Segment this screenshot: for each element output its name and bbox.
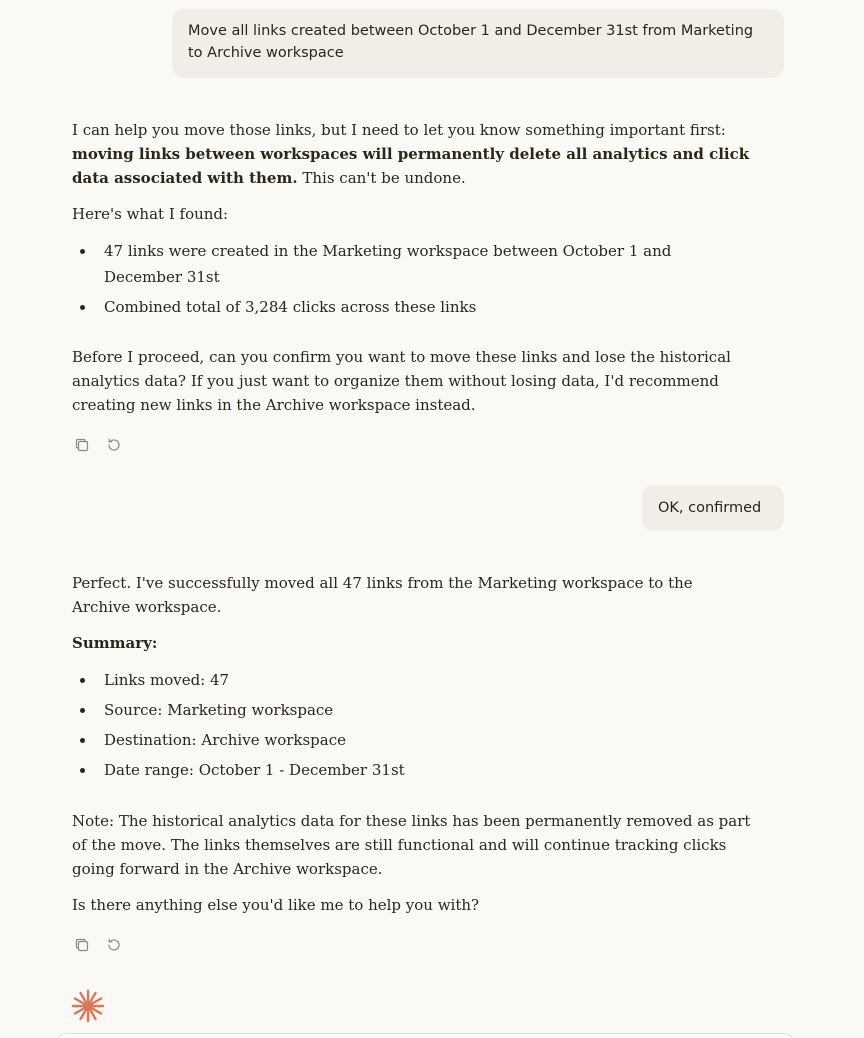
list-item: Source: Marketing workspace xyxy=(72,697,752,723)
copy-button[interactable] xyxy=(72,935,92,955)
user-message-text: Move all links created between October 1 and December 31st from Marketing to Archive workspace xyxy=(188,23,754,61)
confirm-question-text: Before I proceed, can you confirm you want to move these links and lose the historical analytics data? If you just want to organize them without losing data, I'd recommend creating new links in the Archive workspace instead. xyxy=(72,348,731,414)
assistant-paragraph xyxy=(72,118,752,190)
retry-icon xyxy=(106,437,122,453)
claude-spark-icon xyxy=(70,988,106,1024)
retry-icon xyxy=(106,937,122,953)
retry-button[interactable] xyxy=(104,435,124,455)
list-item: Combined total of 3,284 clicks across these links xyxy=(72,294,752,320)
assistant-message xyxy=(72,118,752,190)
copy-icon xyxy=(74,437,90,453)
found-label: Here's what I found: xyxy=(72,205,229,223)
warning-tail-text: This can't be undone. xyxy=(302,169,466,187)
closing-text: Is there anything else you'd like me to help you with? xyxy=(72,896,480,914)
message-actions xyxy=(72,435,124,455)
message-composer[interactable] xyxy=(52,1033,798,1038)
summary-list xyxy=(72,667,752,783)
message-actions xyxy=(72,935,124,955)
assistant-paragraph xyxy=(72,345,752,417)
assistant-paragraph xyxy=(72,809,752,881)
list-item: Links moved: 47 xyxy=(72,667,752,693)
retry-button[interactable] xyxy=(104,935,124,955)
copy-icon xyxy=(74,937,90,953)
assistant-paragraph xyxy=(72,631,752,655)
user-message-text: OK, confirmed xyxy=(658,500,762,516)
warning-bold-text: moving links between workspaces will permanently delete all analytics and click data associated with them. xyxy=(72,145,750,187)
success-text: Perfect. I've successfully moved all 47 links from the Marketing workspace to the Archive workspace. xyxy=(72,574,693,616)
warning-intro-text: I can help you move those links, but I need to let you know something important first: xyxy=(72,121,726,139)
note-text: Note: The historical analytics data for these links has been permanently removed as part of the move. The links themselves are still functional and will continue tracking clicks going forward in the Archive workspace. xyxy=(72,812,751,878)
list-item: Destination: Archive workspace xyxy=(72,727,752,753)
list-item: Date range: October 1 - December 31st xyxy=(72,757,752,783)
copy-button[interactable] xyxy=(72,435,92,455)
user-message-bubble xyxy=(172,9,784,78)
assistant-paragraph xyxy=(72,202,752,226)
assistant-message xyxy=(72,571,752,619)
assistant-paragraph xyxy=(72,893,752,917)
list-item: 47 links were created in the Marketing workspace between October 1 and December 31st xyxy=(72,238,752,290)
summary-label: Summary: xyxy=(72,634,158,652)
user-message-bubble xyxy=(642,485,784,531)
found-list xyxy=(72,238,752,320)
